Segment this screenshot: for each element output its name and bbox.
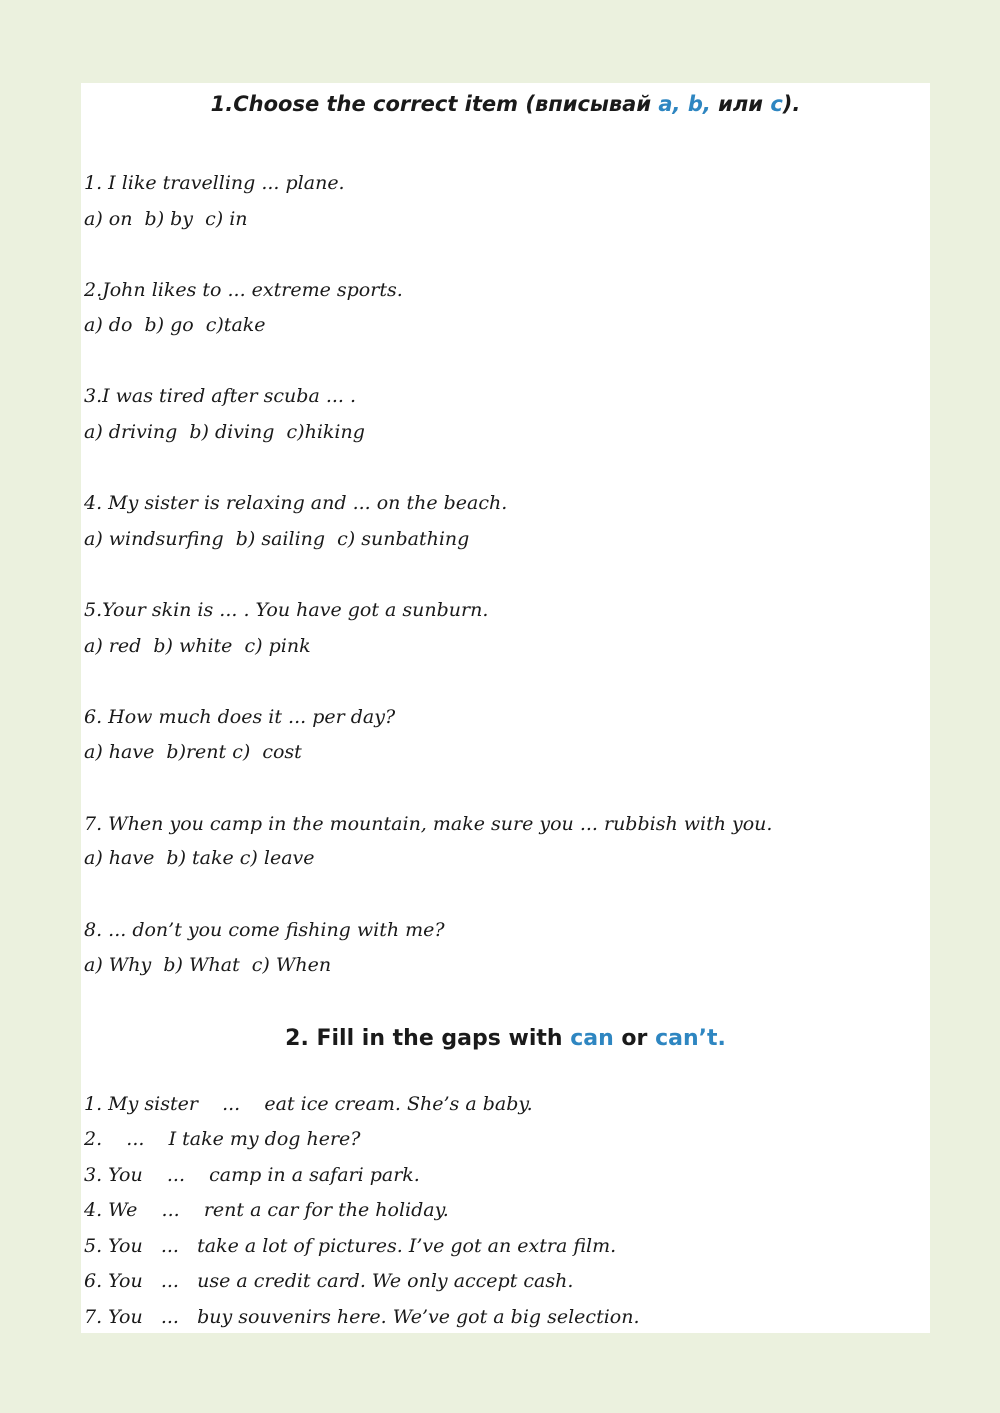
question-6: 6. How much does it ... per day? [84,706,396,728]
gap-sentence-3: 3. You ... camp in a safari park. [84,1164,420,1186]
gap-sentence-7: 7. You ... buy souvenirs here. We’ve got a big selection. [84,1306,640,1328]
question-8: 8. ... don’t you come fishing with me? [84,919,445,941]
worksheet-page [81,83,930,1333]
options-1: a) on b) by c) in [84,208,248,230]
section2-title [81,1026,930,1051]
options-6: a) have b)rent c) cost [84,741,302,763]
section1-title-text: 1.Choose the correct item (вписывай [210,92,659,116]
gap-sentence-2: 2. ... I take my dog here? [84,1128,361,1150]
options-2: a) do b) go c)take [84,314,266,336]
section1-title [81,92,930,116]
question-7: 7. When you camp in the mountain, make sure you ... rubbish with you. [84,813,773,835]
question-2: 2.John likes to ... extreme sports. [84,279,403,301]
section1-title-c: c [770,92,783,116]
section1-title-end: ). [782,92,801,116]
section2-title-cant: can’t. [655,1026,726,1051]
gap-sentence-1: 1. My sister ... eat ice cream. She’s a baby. [84,1093,533,1115]
options-8: a) Why b) What c) When [84,954,332,976]
question-5: 5.Your skin is ... . You have got a sunburn. [84,599,489,621]
question-4: 4. My sister is relaxing and ... on the beach. [84,492,508,514]
gap-sentence-5: 5. You ... take a lot of pictures. I’ve got an extra film. [84,1235,617,1257]
section2-title-text: 2. Fill in the gaps with [285,1026,571,1051]
question-1: 1. I like travelling ... plane. [84,172,345,194]
options-4: a) windsurfing b) sailing c) sunbathing [84,528,470,550]
options-7: a) have b) take c) leave [84,847,315,869]
gap-sentence-6: 6. You ... use a credit card. We only accept cash. [84,1270,574,1292]
question-3: 3.I was tired after scuba ... . [84,385,357,407]
options-3: a) driving b) diving c)hiking [84,421,365,443]
section1-title-mid: или [710,92,771,116]
section2-title-can: can [570,1026,614,1051]
section1-title-letters: a, b, [658,92,711,116]
options-5: a) red b) white c) pink [84,635,311,657]
section2-title-or: or [613,1026,656,1051]
gap-sentence-4: 4. We ... rent a car for the holiday. [84,1199,449,1221]
